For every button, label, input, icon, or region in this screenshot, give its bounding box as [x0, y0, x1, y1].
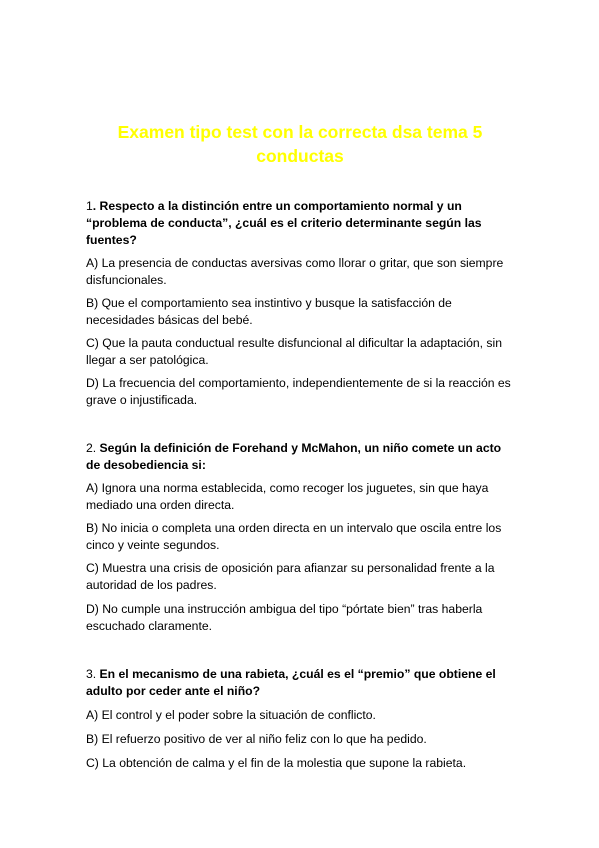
- option-2a: A) Ignora una norma establecida, como recoger los juguetes, sin que haya mediado una orden directa.: [86, 481, 489, 512]
- option-2c: C) Muestra una crisis de oposición para afianzar su personalidad frente a la autoridad de los padres.: [86, 561, 495, 592]
- option-1c: C) Que la pauta conductual resulte disfuncional al dificultar la adaptación, sin llegar a ser patológica.: [86, 336, 502, 367]
- option-3c: C) La obtención de calma y el fin de la molestia que supone la rabieta.: [86, 756, 467, 770]
- option-1d: D) La frecuencia del comportamiento, independientemente de si la reacción es grave o injustificada.: [86, 376, 511, 407]
- option-1b: B) Que el comportamiento sea instintivo y busque la satisfacción de necesidades básicas del bebé.: [86, 296, 452, 327]
- document-title: Examen tipo test con la correcta dsa tema 5 conductas: [117, 122, 483, 166]
- question-3: [86, 666, 514, 700]
- question-number: 2.: [86, 441, 97, 455]
- question-text: En el mecanismo de una rabieta, ¿cuál es el “premio” que obtiene el adulto por ceder ante el niño?: [86, 667, 496, 698]
- option-2d: D) No cumple una instrucción ambigua del tipo “pórtate bien” tras haberla escuchado claramente.: [86, 602, 483, 633]
- option-3a: A) El control y el poder sobre la situación de conflicto.: [86, 708, 376, 722]
- question-2: [86, 440, 514, 474]
- option-3b: B) El refuerzo positivo de ver al niño feliz con lo que ha pedido.: [86, 732, 427, 746]
- question-text: . Respecto a la distinción entre un comportamiento normal y un “problema de conducta”, ¿cuál es el criterio determinante según las fuentes?: [86, 199, 482, 247]
- question-number: 1: [86, 199, 93, 213]
- question-text: Según la definición de Forehand y McMahon, un niño comete un acto de desobediencia si:: [86, 441, 502, 472]
- question-number: 3.: [86, 667, 97, 681]
- question-1: [86, 198, 514, 249]
- option-1a: A) La presencia de conductas aversivas como llorar o gritar, que son siempre disfuncionales.: [86, 256, 504, 287]
- option-2b: B) No inicia o completa una orden directa en un intervalo que oscila entre los cinco y veinte segundos.: [86, 521, 502, 552]
